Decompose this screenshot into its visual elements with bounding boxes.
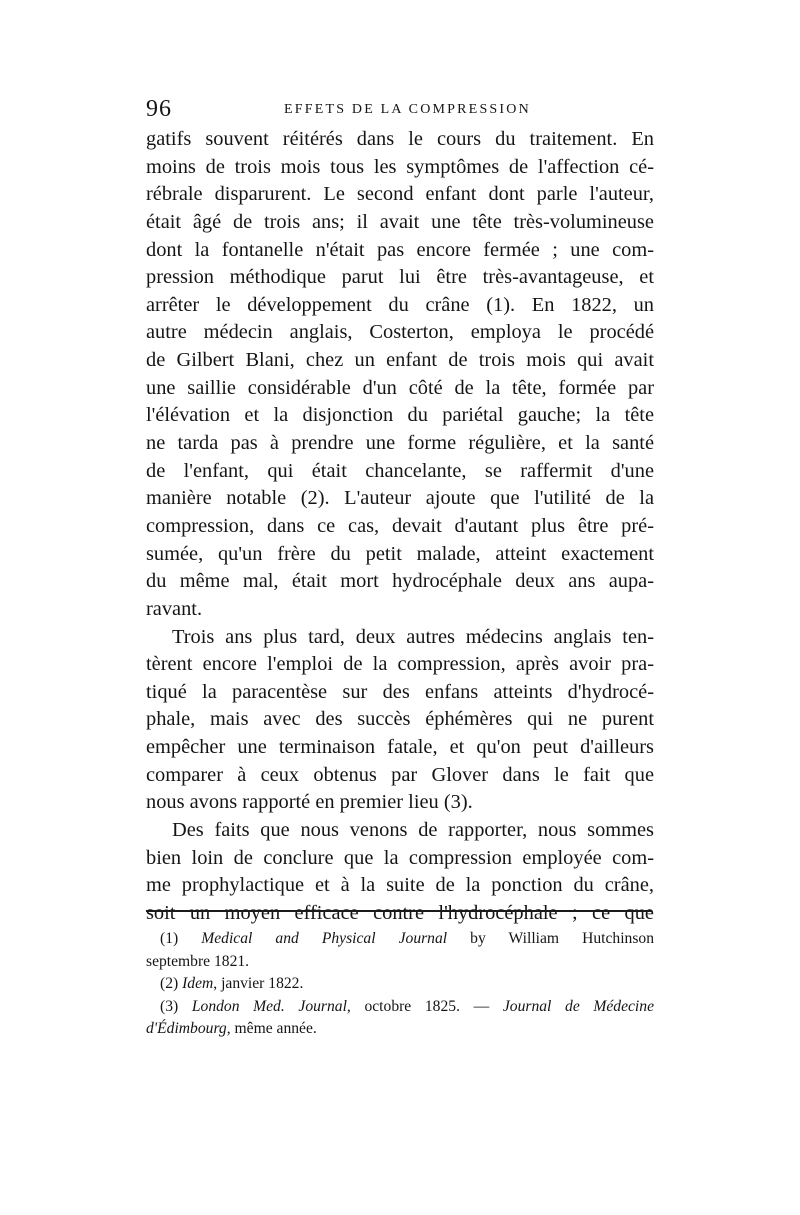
footnote-source-title: Idem xyxy=(182,975,214,992)
text-line: ne tarda pas à prendre une forme régulière, et la santé xyxy=(146,432,654,455)
text-line: empêcher une terminaison fatale, et qu'on peut d'ailleurs xyxy=(146,736,654,759)
text-line: dont la fontanelle n'était pas encore fermée ; une com- xyxy=(146,238,654,261)
footnote-2 xyxy=(146,973,654,996)
text-line: comparer à ceux obtenus par Glover dans le fait que xyxy=(146,763,654,786)
footnote-source-title: Medical and Physical Journal xyxy=(201,930,448,947)
footnote-1 xyxy=(146,928,654,951)
text-line: compression, dans ce cas, devait d'autant plus être pré- xyxy=(146,514,654,537)
text-line: rébrale disparurent. Le second enfant dont parle l'auteur, xyxy=(146,183,654,206)
footnote-marker: (3) xyxy=(160,997,179,1015)
text-line: phale, mais avec des succès éphémères qui ne purent xyxy=(146,708,654,731)
footnote-3-continuation xyxy=(146,1018,654,1041)
text-line: manière notable (2). L'auteur ajoute que l'utilité de la xyxy=(146,487,654,510)
paragraph-first-line: Des faits que nous venons de rapporter, nous sommes xyxy=(172,819,654,842)
text-line: autre médecin anglais, Costerton, employa le procédé xyxy=(146,321,654,344)
text-line: du même mal, était mort hydrocéphale deux ans aupa- xyxy=(146,570,654,593)
text-line: ravant. xyxy=(146,597,203,620)
footnote-text: , janvier 1822. xyxy=(213,975,304,992)
text-line: nous avons rapporté en premier lieu (3). xyxy=(146,791,473,814)
text-line: me prophylactique et à la suite de la ponction du crâne, xyxy=(146,874,654,897)
footnote-text: , même année. xyxy=(226,1020,317,1037)
footnotes xyxy=(146,928,654,1041)
footnote-rule xyxy=(146,910,652,912)
text-line: pression méthodique parut lui être très-avantageuse, et xyxy=(146,266,654,289)
text-line: moins de trois mois tous les symptômes de l'affection cé- xyxy=(146,155,654,178)
footnote-source-title: d'Édimbourg xyxy=(146,1020,227,1037)
text-line: bien loin de conclure que la compression employée com- xyxy=(146,846,654,869)
paragraph-first-line: Trois ans plus tard, deux autres médecins anglais ten- xyxy=(172,625,654,648)
text-line: soit un moyen efficace contre l'hydrocéphale ; ce que xyxy=(146,901,654,924)
text-line: de l'enfant, qui était chancelante, se raffermit d'une xyxy=(146,459,654,482)
text-line: tiqué la paracentèse sur des enfans atteints d'hydrocé- xyxy=(146,680,654,703)
running-title: EFFETS DE LA COMPRESSION xyxy=(284,102,531,117)
body-text xyxy=(146,126,654,928)
text-line: tèrent encore l'emploi de la compression, après avoir pra- xyxy=(146,653,654,676)
footnote-text: , octobre 1825. — xyxy=(346,997,503,1015)
text-line: une saillie considérable d'un côté de la tête, formée par xyxy=(146,376,654,399)
footnote-text: by William Hutchinson xyxy=(447,930,654,947)
running-head xyxy=(146,96,656,126)
footnote-source-title: London Med. Journal xyxy=(191,997,347,1015)
footnote-marker: (2) xyxy=(160,975,179,992)
text-line: sumée, qu'un frère du petit malade, atteint exactement xyxy=(146,542,654,565)
text-line: de Gilbert Blani, chez un enfant de trois mois qui avait xyxy=(146,349,654,372)
footnote-source-title: Journal de Médecine xyxy=(502,997,654,1015)
text-line: l'élévation et la disjonction du pariétal gauche; la tête xyxy=(146,404,654,427)
footnote-3 xyxy=(146,996,654,1019)
page-number: 96 xyxy=(146,96,172,122)
footnote-marker: (1) xyxy=(160,930,179,947)
footnote-1-continuation: septembre 1821. xyxy=(146,952,250,970)
text-line: gatifs souvent réitérés dans le cours du traitement. En xyxy=(146,128,654,150)
text-line: arrêter le développement du crâne (1). En 1822, un xyxy=(146,293,654,316)
text-line: était âgé de trois ans; il avait une tête très-volumineuse xyxy=(146,210,654,233)
